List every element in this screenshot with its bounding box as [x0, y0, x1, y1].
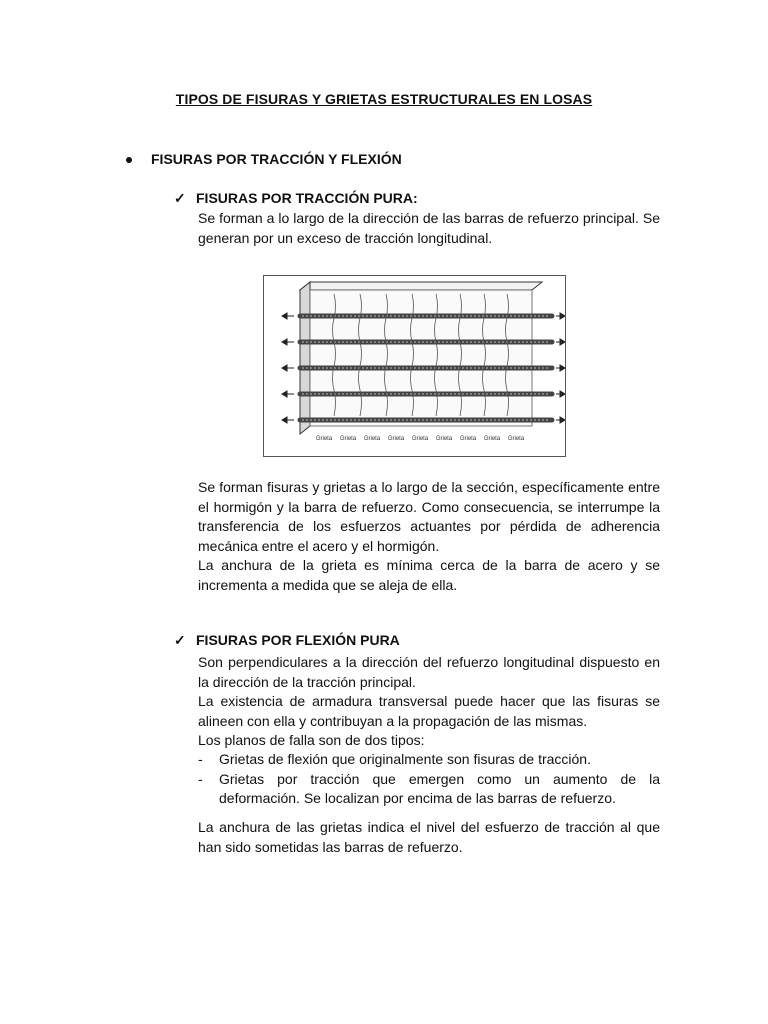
subsection-heading-traccion: FISURAS POR TRACCIÓN PURA:: [196, 190, 418, 206]
bullet-dot-icon: [126, 157, 132, 163]
checkmark-icon: ✓: [174, 190, 186, 206]
paragraph-text: La existencia de armadura transversal puede hacer que las fisuras se alineen con ella y contribuyan a la propagación de las mismas.: [198, 693, 660, 729]
crack-label: Grieta: [339, 436, 357, 442]
checkmark-icon: ✓: [174, 632, 186, 648]
document-title: TIPOS DE FISURAS Y GRIETAS ESTRUCTURALES EN LOSAS: [175, 91, 593, 107]
paragraph-flexion-closing: [198, 818, 660, 857]
dash-bullet: -: [198, 751, 203, 767]
crack-label: Grieta: [387, 436, 405, 442]
list-item-text: Grietas de flexión que originalmente son fisuras de tracción.: [219, 751, 591, 767]
paragraph-text: La anchura de las grietas indica el nivel del esfuerzo de tracción al que han sido sometidas las barras de refuerzo.: [198, 819, 660, 855]
dash-bullet: -: [198, 770, 203, 787]
subsection-heading-row-flexion: [174, 632, 400, 649]
crack-label: Grieta: [459, 436, 477, 442]
paragraph-text: Son perpendiculares a la dirección del refuerzo longitudinal dispuesto en la dirección de la tracción principal.: [198, 654, 660, 690]
paragraph-text: Se forman a lo largo de la dirección de las barras de refuerzo principal. Se generan por un exceso de tracción longitudinal.: [198, 210, 660, 246]
crack-label: Grieta: [507, 436, 525, 442]
paragraph-traccion-body: [198, 478, 660, 595]
crack-label: Grieta: [411, 436, 429, 442]
subsection-heading-flexion: FISURAS POR FLEXIÓN PURA: [196, 632, 400, 648]
list-item-text: Grietas por tracción que emergen como un aumento de la deformación. Se localizan por encima de las barras de refuerzo.: [219, 770, 660, 806]
paragraph-traccion-intro: [198, 209, 660, 248]
crack-label: Grieta: [363, 436, 381, 442]
section-heading: FISURAS POR TRACCIÓN Y FLEXIÓN: [151, 151, 402, 167]
paragraph-flexion-body: [198, 653, 660, 751]
list-item: [198, 770, 660, 809]
crack-label: Grieta: [483, 436, 501, 442]
crack-label: Grieta: [435, 436, 453, 442]
paragraph-text: Se forman fisuras y grietas a lo largo de la sección, específicamente entre el hormigón y la barra de refuerzo. Como consecuencia, se interrumpe la transferencia de los esfuerzos actuantes por pérdida de adherencia mecánica entre el acero y el hormigón.: [198, 479, 660, 554]
subsection-heading-row-traccion: [174, 190, 418, 207]
failure-types-list: [198, 750, 660, 809]
list-item: [198, 750, 660, 770]
slab-diagram-svg: [264, 276, 565, 456]
slab-crack-diagram: [263, 275, 566, 457]
paragraph-text: La anchura de la grieta es mínima cerca de la barra de acero y se incrementa a medida que se aleja de ella.: [198, 557, 660, 593]
paragraph-text: Los planos de falla son de dos tipos:: [198, 732, 425, 748]
crack-labels: [316, 436, 525, 442]
crack-label: Grieta: [315, 436, 333, 442]
